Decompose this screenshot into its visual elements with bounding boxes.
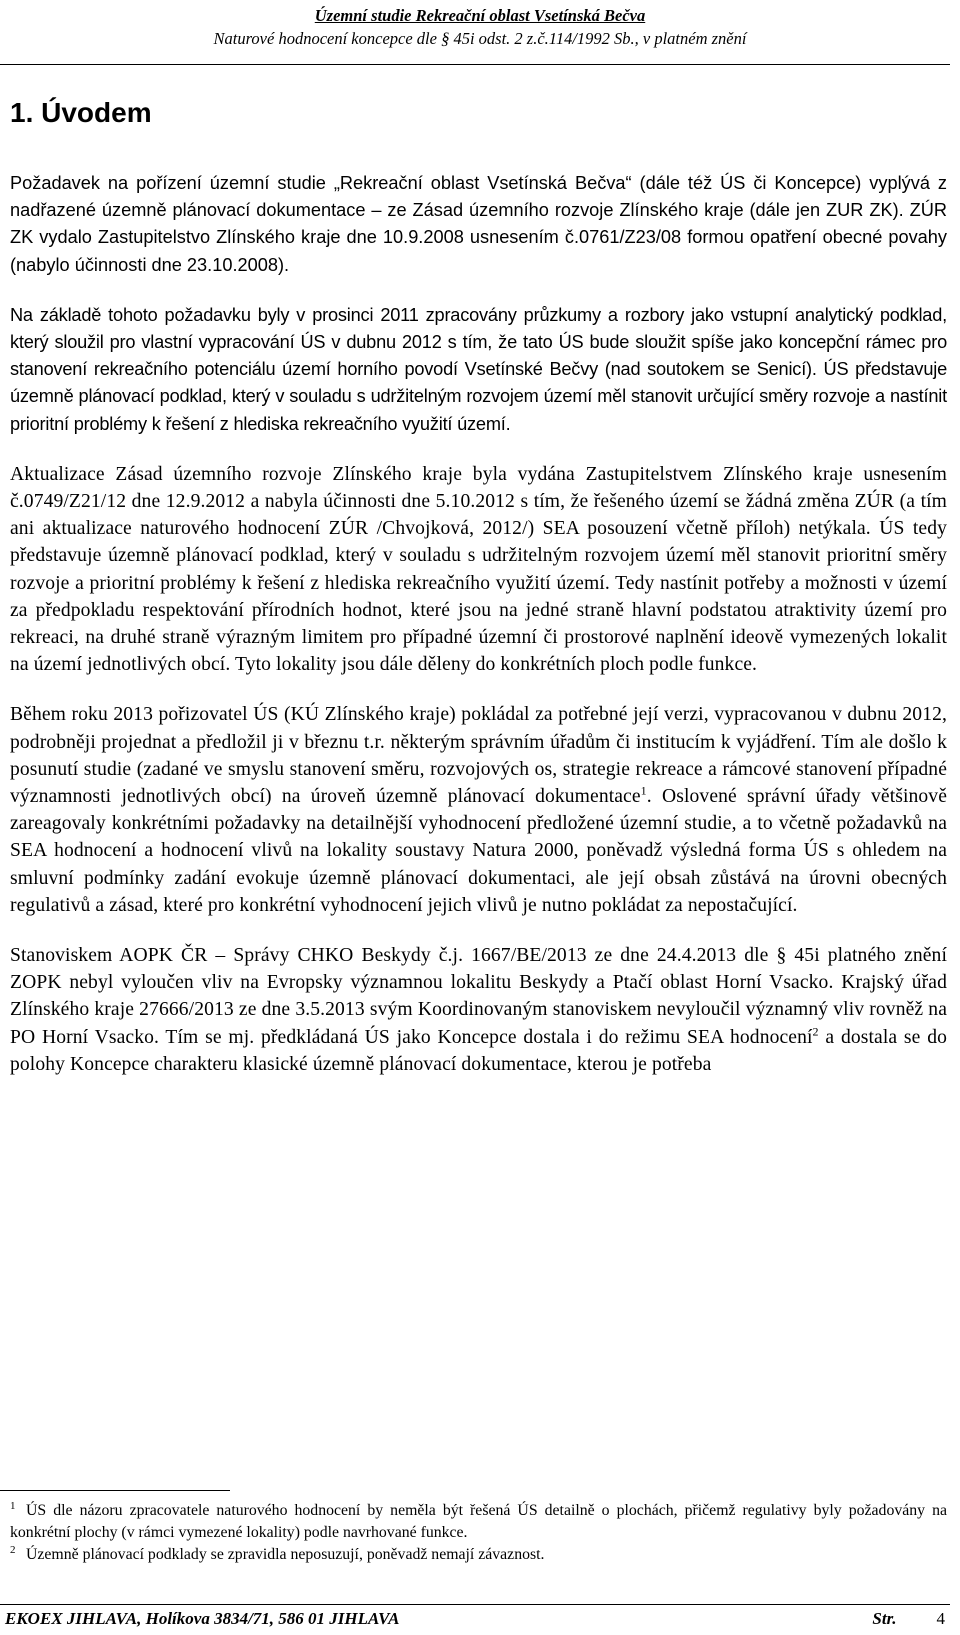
footnote-divider xyxy=(0,1490,230,1491)
paragraph-update: Aktualizace Zásad územního rozvoje Zlínského kraje byla vydána Zastupitelstvem Zlínského kraje usnesením č.0749/Z21/12 dne 12.9.2012 a nabyla účinnosti dne 5.10.2012 s tím, že řešeného území se žádná změna ZÚR (a tím ani aktualizace naturového hodnocení ZÚR /Chvojková, 2012/) SEA posouzení včetně příloh) netýkala. ÚS tedy představuje územně plánovací podklad, který v souladu s udržitelným rozvojem území měl stanovit prioritní směry rozvoje a prioritní problémy k řešení z hlediska rekreačního využití území. Tedy nastínit potřeby a možnosti v území za předpokladu respektování přírodních hodnot, které jsou na jedné straně hlavní podstatou atraktivity území pro rekreaci, na druhé straně výrazným limitem pro případné územní či prostorové naplnění ideově vymezených lokalit na území jednotlivých obcí. Tyto lokality jsou dále děleny do konkrétních ploch podle funkce. xyxy=(10,463,947,676)
header-divider xyxy=(0,64,950,65)
paragraph-aopk-part2: a dostala se do polohy Koncepce charakteru klasické územně plánovací dokumentace, kterou je potřeba xyxy=(10,1026,947,1075)
footer-page-number: 4 xyxy=(936,1609,945,1628)
paragraph-intro: Požadavek na pořízení územní studie „Rekreační oblast Vsetínská Bečva“ (dále též ÚS či Koncepce) vyplývá z nadřazené územně plánovací dokumentace – ze Zásad územního rozvoje Zlínského kraje (dále jen ZUR ZK). ZÚR ZK vydalo Zastupitelstvo Zlínského kraje dne 10.9.2008 usnesením č.0761/Z23/08 formou opatření obecné povahy (nabylo účinnosti dne 23.10.2008). xyxy=(10,173,947,275)
page-footer xyxy=(0,1604,950,1631)
paragraph-2013-part1: Během roku 2013 pořizovatel ÚS (KÚ Zlínského kraje) pokládal za potřebné její verzi, vypracovanou v dubnu 2012, podrobněji projednat a předložil ji v březnu t.r. některým správním úřadům či institucím k vyjádření. Tím ale došlo k posunutí studie (zadané ve smyslu stanovení směru, rozvojových os, strategie rekreace a rámcové stanovení případné významnosti jednotlivých obcí) na úroveň územně plánovací dokumentace xyxy=(10,704,947,808)
footnote-ref-2[interactable]: 2 xyxy=(812,1024,819,1039)
footer-page xyxy=(872,1607,945,1631)
footer-page-label: Str. xyxy=(872,1609,897,1628)
paragraph-surveys: Na základě tohoto požadavku byly v prosinci 2011 zpracovány průzkumy a rozbory jako vstupní analytický podklad, který sloužil pro vlastní vypracování ÚS v dubnu 2012 s tím, že tato ÚS bude sloužit spíše jako koncepční rámec pro stanovení rekreačního potenciálu území horního povodí Vsetínské Bečvy (nad soutokem se Senicí). ÚS představuje územně plánovací podklad, který v souladu s udržitelným rozvojem území měl stanovit určující směry rozvoje a nastínit prioritní problémy k řešení z hlediska rekreačního využití území. xyxy=(10,304,947,434)
footnote-ref-1[interactable]: 1 xyxy=(640,783,647,798)
footnote-1: 1 ÚS dle názoru zpracovatele naturového hodnocení by neměla být řešená ÚS detailně o plochách, přičemž regulativy byly požadovány na konkrétní plochy (v rámci vymezené lokality) podle navrhované funkce. xyxy=(10,1499,947,1541)
section-heading: 1. Úvodem xyxy=(10,97,152,128)
document-body xyxy=(10,170,947,1101)
footnotes xyxy=(10,1500,947,1566)
footer-address: EKOEX JIHLAVA, Holíkova 3834/71, 586 01 JIHLAVA xyxy=(5,1609,400,1628)
header-subtitle: Naturové hodnocení koncepce dle § 45i odst. 2 z.č.114/1992 Sb., v platném znění xyxy=(213,29,747,48)
footnote-1-text: ÚS dle názoru zpracovatele naturového hodnocení by neměla být řešená ÚS detailně o plochách, přičemž regulativy byly požadovány na konkrétní plochy (v rámci vymezené lokality) podle navrhované funkce. xyxy=(10,1502,947,1541)
footnote-2: 2 Územně plánovací podklady se zpravidla neposuzují, poněvadž nemají závaznost. xyxy=(10,1543,545,1563)
footnote-2-text: Územně plánovací podklady se zpravidla neposuzují, poněvadž nemají závaznost. xyxy=(26,1546,545,1563)
paragraph-2013-part2: . Oslovené správní úřady většinově zareagovaly konkrétními požadavky na detailnější vyhodnocení předložené územní studie, a to včetně požadavků na SEA hodnocení a hodnocení vlivů na lokality soustavy Natura 2000, poněvadž výsledná forma ÚS s ohledem na smluvní podmínky zadání evokuje územně plánovací dokumentaci, ale její obsah zůstává na úrovni obecných regulativů a zásad, které pro konkrétní vyhodnocení jejich vlivů je nutno pokládat za nepostačující. xyxy=(10,786,948,916)
paragraph-aopk-part1: Stanoviskem AOPK ČR – Správy CHKO Beskydy č.j. 1667/BE/2013 ze dne 24.4.2013 dle § 45i platného znění ZOPK nebyl vyloučen vliv na Evropsky významnou lokalitu Beskydy a Ptačí oblast Horní Vsacko. Krajský úřad Zlínského kraje 27666/2013 ze dne 3.5.2013 svým Koordinovaným stanoviskem nevyloučil významný vliv rovněž na PO Horní Vsacko. Tím se mj. předkládaná ÚS jako Koncepce dostala i do režimu SEA hodnocení xyxy=(10,945,947,1048)
paragraph-aopk xyxy=(10,942,947,1078)
paragraph-2013 xyxy=(10,701,947,919)
header-title: Územní studie Rekreační oblast Vsetínská Bečva xyxy=(314,6,646,25)
